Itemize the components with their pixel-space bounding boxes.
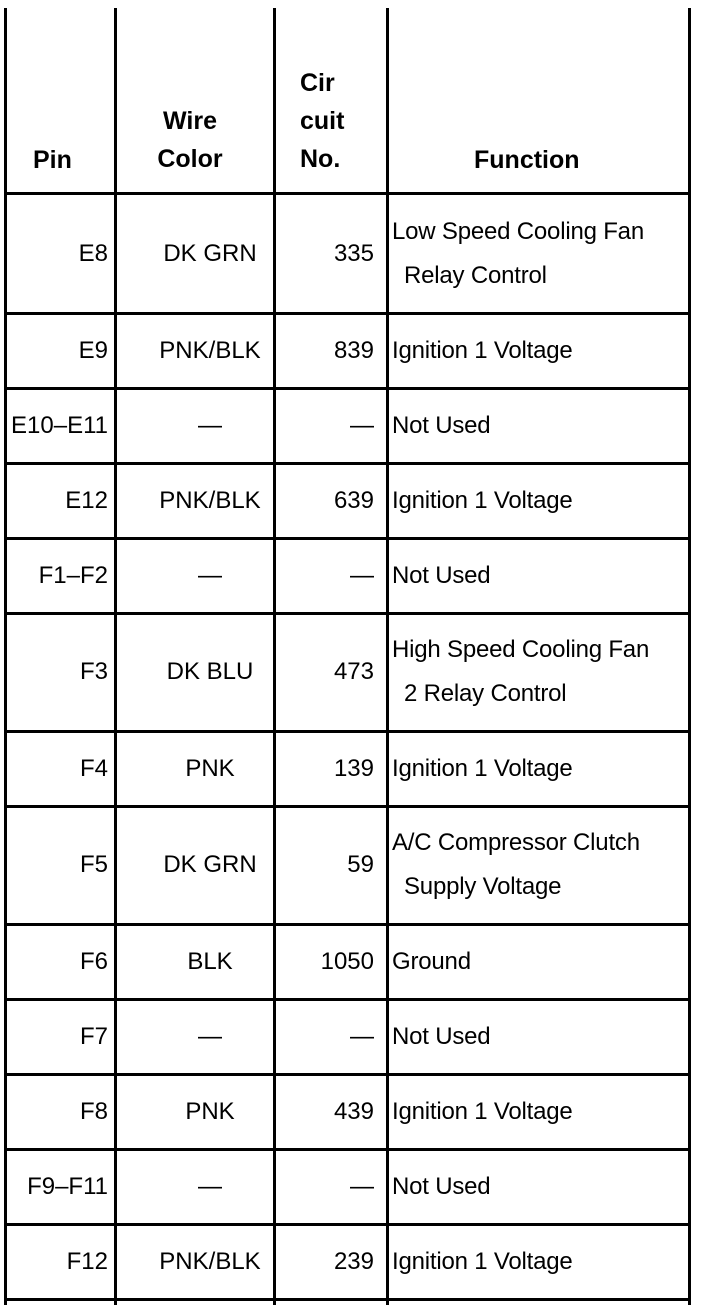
pin-cell: F4 [79, 754, 108, 782]
pin-cell: E9 [78, 336, 108, 364]
header-circuit-no: Cir cuit No. [300, 69, 345, 173]
row-divider [4, 1148, 691, 1151]
pin-cell: F12 [66, 1247, 108, 1275]
wire-color-cell: — [198, 1022, 222, 1050]
function-line: 2 Relay Control [404, 680, 567, 707]
circuit-cell: 639 [333, 486, 374, 514]
function-line: Not Used [392, 1022, 491, 1050]
function-line: Ground [392, 947, 471, 975]
row-divider [4, 923, 691, 926]
function-line: A/C Compressor Clutch [392, 829, 640, 856]
wire-color-cell: PNK [185, 754, 235, 782]
row-divider [4, 1223, 691, 1226]
circuit-cell: — [350, 411, 374, 439]
wire-color-cell: DK GRN [163, 851, 257, 878]
wire-color-cell: PNK [185, 1097, 235, 1125]
circuit-cell: 239 [333, 1247, 374, 1275]
row-divider [4, 612, 691, 615]
wire-color-cell: — [198, 561, 222, 589]
pin-cell: E8 [78, 240, 108, 267]
function-line: Not Used [392, 1172, 491, 1200]
circuit-cell: — [350, 1172, 374, 1200]
function-cell [392, 210, 692, 298]
row-divider [4, 312, 691, 315]
function-cell [392, 821, 692, 909]
row-divider [4, 1073, 691, 1076]
function-cell [392, 404, 692, 448]
function-line: Relay Control [404, 262, 547, 289]
table-border-left [4, 8, 7, 1305]
function-cell [392, 628, 692, 716]
function-line: Ignition 1 Voltage [392, 1097, 573, 1125]
header-function: Function [474, 146, 580, 174]
pin-cell: F6 [79, 947, 108, 975]
function-line: High Speed Cooling Fan [392, 636, 650, 663]
header-wire-color: Wire Color [157, 107, 223, 173]
function-cell [392, 940, 692, 984]
wire-color-cell: BLK [187, 947, 233, 975]
pin-cell: F5 [79, 851, 108, 878]
circuit-cell: 473 [333, 658, 374, 685]
circuit-cell: 59 [347, 851, 374, 878]
function-line: Not Used [392, 561, 491, 589]
pin-cell: F9–F11 [27, 1172, 108, 1200]
wire-color-cell: PNK/BLK [159, 1247, 261, 1275]
function-cell [392, 1015, 692, 1059]
header-pin: Pin [33, 146, 72, 174]
function-cell [392, 554, 692, 598]
circuit-cell: 139 [333, 754, 374, 782]
row-divider [4, 537, 691, 540]
pin-cell: F3 [79, 658, 108, 685]
row-divider [4, 730, 691, 733]
pin-cell: E12 [65, 486, 108, 514]
pin-cell: F1–F2 [38, 561, 108, 589]
function-line: Supply Voltage [404, 873, 562, 900]
function-cell [392, 1240, 692, 1284]
row-divider [4, 1298, 691, 1301]
wire-color-cell: — [198, 411, 222, 439]
function-cell [392, 747, 692, 791]
circuit-cell: 335 [333, 240, 374, 267]
function-line: Not Used [392, 411, 491, 439]
function-line: Ignition 1 Voltage [392, 1247, 573, 1275]
header-divider [4, 192, 691, 195]
pin-cell: E10–E11 [11, 411, 108, 439]
column-divider [386, 8, 389, 1305]
column-divider [114, 8, 117, 1305]
row-divider [4, 805, 691, 808]
row-divider [4, 998, 691, 1001]
wire-color-cell: PNK/BLK [159, 486, 261, 514]
function-line: Ignition 1 Voltage [392, 336, 573, 364]
function-line: Ignition 1 Voltage [392, 486, 573, 514]
circuit-cell: 839 [333, 336, 374, 364]
pin-cell: F7 [79, 1022, 108, 1050]
function-line: Low Speed Cooling Fan [392, 218, 644, 245]
wire-color-cell: PNK/BLK [159, 336, 261, 364]
wire-color-cell: DK BLU [166, 658, 254, 685]
function-cell [392, 329, 692, 373]
circuit-cell: 439 [333, 1097, 374, 1125]
function-cell [392, 1090, 692, 1134]
row-divider [4, 387, 691, 390]
circuit-cell: 1050 [320, 947, 374, 975]
wire-color-cell: DK GRN [163, 240, 257, 267]
function-cell [392, 1165, 692, 1209]
row-divider [4, 462, 691, 465]
wire-color-cell: — [198, 1172, 222, 1200]
pin-cell: F8 [79, 1097, 108, 1125]
circuit-cell: — [350, 1022, 374, 1050]
circuit-cell: — [350, 561, 374, 589]
function-line: Ignition 1 Voltage [392, 754, 573, 782]
function-cell [392, 479, 692, 523]
